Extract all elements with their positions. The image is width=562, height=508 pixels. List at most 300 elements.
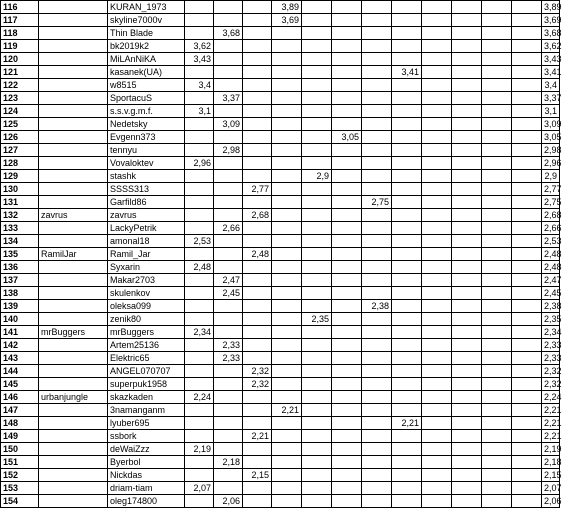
score-cell xyxy=(512,27,542,40)
table-row xyxy=(1,157,560,170)
team-cell xyxy=(39,131,108,144)
team-cell xyxy=(39,274,108,287)
score-cell xyxy=(422,378,452,391)
score-cell xyxy=(362,170,392,183)
score-cell xyxy=(482,365,512,378)
score-cell xyxy=(392,495,422,508)
team-cell xyxy=(39,404,108,417)
rank-cell: 143 xyxy=(1,352,39,365)
score-cell xyxy=(214,300,243,313)
score-cell xyxy=(302,248,332,261)
score-cell xyxy=(332,313,362,326)
score-cell xyxy=(185,469,214,482)
score-cell xyxy=(302,14,332,27)
score-cell xyxy=(452,430,482,443)
rank-cell: 117 xyxy=(1,14,39,27)
rank-cell: 154 xyxy=(1,495,39,508)
score-cell xyxy=(422,222,452,235)
score-cell xyxy=(332,144,362,157)
score-cell xyxy=(392,313,422,326)
rank-cell: 148 xyxy=(1,417,39,430)
score-cell xyxy=(512,430,542,443)
score-cell xyxy=(302,352,332,365)
score-cell xyxy=(214,378,243,391)
score-cell xyxy=(392,300,422,313)
score-cell xyxy=(392,456,422,469)
table-row xyxy=(1,430,560,443)
rank-cell: 139 xyxy=(1,300,39,313)
score-cell xyxy=(392,144,422,157)
score-cell xyxy=(332,105,362,118)
table-row xyxy=(1,391,560,404)
team-cell xyxy=(39,235,108,248)
player-name-cell: skulenkov xyxy=(108,287,185,300)
score-cell: 2,18 xyxy=(214,456,243,469)
score-cell xyxy=(362,131,392,144)
score-cell xyxy=(512,274,542,287)
score-cell xyxy=(362,313,392,326)
score-cell xyxy=(185,209,214,222)
rank-cell: 140 xyxy=(1,313,39,326)
table-row xyxy=(1,404,560,417)
table-row xyxy=(1,196,560,209)
score-cell xyxy=(214,40,243,53)
score-cell xyxy=(482,157,512,170)
player-name-cell: Artem25136 xyxy=(108,339,185,352)
score-cell xyxy=(302,79,332,92)
player-name-cell: LackyPetrik xyxy=(108,222,185,235)
score-cell xyxy=(302,456,332,469)
score-cell xyxy=(422,183,452,196)
score-cell xyxy=(272,118,302,131)
score-cell xyxy=(214,183,243,196)
rank-cell: 132 xyxy=(1,209,39,222)
score-cell: 2,77 xyxy=(243,183,272,196)
score-cell xyxy=(185,118,214,131)
score-cell xyxy=(332,469,362,482)
score-cell xyxy=(452,352,482,365)
score-cell xyxy=(362,14,392,27)
score-cell xyxy=(392,339,422,352)
score-cell xyxy=(512,469,542,482)
score-cell xyxy=(482,183,512,196)
score-cell: 3,69 xyxy=(272,14,302,27)
table-row xyxy=(1,14,560,27)
score-cell xyxy=(422,248,452,261)
score-cell xyxy=(422,404,452,417)
total-cell: 2,18 xyxy=(542,456,560,469)
score-cell xyxy=(512,313,542,326)
player-name-cell: oleg174800 xyxy=(108,495,185,508)
total-cell: 3,68 xyxy=(542,27,560,40)
total-cell: 2,68 xyxy=(542,209,560,222)
score-cell xyxy=(362,287,392,300)
score-cell xyxy=(452,40,482,53)
score-cell xyxy=(512,53,542,66)
score-cell xyxy=(302,131,332,144)
score-cell xyxy=(452,196,482,209)
score-cell xyxy=(185,274,214,287)
score-cell xyxy=(272,235,302,248)
total-cell: 2,53 xyxy=(542,235,560,248)
table-row xyxy=(1,456,560,469)
score-cell xyxy=(302,482,332,495)
score-cell xyxy=(512,40,542,53)
team-cell xyxy=(39,339,108,352)
score-cell xyxy=(332,27,362,40)
team-cell xyxy=(39,157,108,170)
score-cell xyxy=(214,170,243,183)
score-cell xyxy=(302,274,332,287)
score-cell: 2,9 xyxy=(302,170,332,183)
rank-cell: 125 xyxy=(1,118,39,131)
total-cell: 2,66 xyxy=(542,222,560,235)
table-row xyxy=(1,300,560,313)
score-cell xyxy=(302,287,332,300)
rank-cell: 147 xyxy=(1,404,39,417)
total-cell: 3,43 xyxy=(542,53,560,66)
score-cell: 2,21 xyxy=(392,417,422,430)
team-cell xyxy=(39,430,108,443)
score-cell: 2,15 xyxy=(243,469,272,482)
score-cell xyxy=(185,378,214,391)
score-cell: 2,75 xyxy=(362,196,392,209)
table-row xyxy=(1,66,560,79)
player-name-cell: amonal18 xyxy=(108,235,185,248)
score-cell xyxy=(422,14,452,27)
table-row xyxy=(1,79,560,92)
score-cell xyxy=(452,1,482,14)
score-cell xyxy=(272,157,302,170)
score-cell xyxy=(362,53,392,66)
rank-cell: 124 xyxy=(1,105,39,118)
team-cell xyxy=(39,300,108,313)
score-cell xyxy=(243,105,272,118)
score-cell xyxy=(452,300,482,313)
score-cell xyxy=(512,170,542,183)
score-cell xyxy=(332,300,362,313)
table-row xyxy=(1,222,560,235)
score-cell xyxy=(512,209,542,222)
score-cell xyxy=(243,222,272,235)
score-cell xyxy=(332,196,362,209)
score-cell xyxy=(272,417,302,430)
player-name-cell: KURAN_1973 xyxy=(108,1,185,14)
score-cell xyxy=(272,443,302,456)
player-name-cell: s.s.v.g.m.f. xyxy=(108,105,185,118)
rank-cell: 120 xyxy=(1,53,39,66)
score-cell xyxy=(243,235,272,248)
score-cell xyxy=(243,14,272,27)
score-cell xyxy=(422,274,452,287)
score-cell xyxy=(422,27,452,40)
score-cell xyxy=(243,274,272,287)
score-cell xyxy=(482,300,512,313)
player-name-cell: driam-tiam xyxy=(108,482,185,495)
score-cell xyxy=(512,443,542,456)
table-row xyxy=(1,170,560,183)
score-cell xyxy=(272,391,302,404)
total-cell: 2,9 xyxy=(542,170,560,183)
score-cell xyxy=(272,378,302,391)
team-cell xyxy=(39,170,108,183)
score-cell xyxy=(482,79,512,92)
total-cell: 2,24 xyxy=(542,391,560,404)
score-cell xyxy=(302,365,332,378)
score-cell xyxy=(214,209,243,222)
score-cell xyxy=(362,183,392,196)
score-cell: 2,32 xyxy=(243,365,272,378)
score-cell xyxy=(332,14,362,27)
score-cell xyxy=(214,482,243,495)
score-cell xyxy=(185,144,214,157)
score-cell xyxy=(214,1,243,14)
score-cell xyxy=(362,222,392,235)
table-row xyxy=(1,274,560,287)
score-cell: 2,07 xyxy=(185,482,214,495)
total-cell: 2,33 xyxy=(542,352,560,365)
team-cell xyxy=(39,456,108,469)
score-cell xyxy=(332,352,362,365)
score-cell xyxy=(482,144,512,157)
score-cell xyxy=(302,443,332,456)
score-cell xyxy=(302,417,332,430)
score-cell xyxy=(332,209,362,222)
score-cell xyxy=(332,430,362,443)
score-cell xyxy=(302,209,332,222)
score-cell xyxy=(214,248,243,261)
score-cell xyxy=(332,79,362,92)
player-name-cell: stashk xyxy=(108,170,185,183)
score-cell xyxy=(512,157,542,170)
score-cell: 3,43 xyxy=(185,53,214,66)
score-cell xyxy=(392,391,422,404)
score-cell xyxy=(392,287,422,300)
score-cell xyxy=(272,40,302,53)
score-cell xyxy=(452,469,482,482)
score-cell xyxy=(422,482,452,495)
score-cell xyxy=(243,300,272,313)
team-cell xyxy=(39,222,108,235)
score-cell xyxy=(482,339,512,352)
team-cell: urbanjungle xyxy=(39,391,108,404)
score-cell xyxy=(332,404,362,417)
score-cell xyxy=(452,391,482,404)
player-name-cell: lyuber695 xyxy=(108,417,185,430)
table-row xyxy=(1,92,560,105)
score-cell xyxy=(243,482,272,495)
score-cell xyxy=(214,417,243,430)
score-cell xyxy=(185,287,214,300)
score-cell xyxy=(185,196,214,209)
score-cell xyxy=(272,482,302,495)
score-cell xyxy=(452,79,482,92)
table-row xyxy=(1,40,560,53)
score-cell xyxy=(185,300,214,313)
score-cell xyxy=(422,66,452,79)
score-cell xyxy=(422,430,452,443)
score-cell xyxy=(512,222,542,235)
score-cell xyxy=(482,391,512,404)
score-cell xyxy=(185,183,214,196)
player-name-cell: zavrus xyxy=(108,209,185,222)
score-cell xyxy=(243,1,272,14)
score-cell xyxy=(243,339,272,352)
table-row xyxy=(1,378,560,391)
team-cell xyxy=(39,287,108,300)
score-cell xyxy=(302,27,332,40)
score-cell xyxy=(214,105,243,118)
table-row xyxy=(1,326,560,339)
score-cell xyxy=(332,157,362,170)
score-cell xyxy=(452,157,482,170)
score-cell xyxy=(482,456,512,469)
score-cell xyxy=(185,248,214,261)
player-name-cell: skazkaden xyxy=(108,391,185,404)
score-cell xyxy=(243,170,272,183)
team-cell xyxy=(39,352,108,365)
score-cell xyxy=(302,118,332,131)
total-cell: 2,15 xyxy=(542,469,560,482)
score-cell xyxy=(482,326,512,339)
score-cell xyxy=(482,443,512,456)
score-cell xyxy=(422,339,452,352)
score-cell xyxy=(422,352,452,365)
team-cell xyxy=(39,313,108,326)
team-cell xyxy=(39,469,108,482)
score-cell xyxy=(362,144,392,157)
score-cell xyxy=(422,157,452,170)
score-cell xyxy=(452,66,482,79)
score-cell xyxy=(362,274,392,287)
score-cell xyxy=(272,144,302,157)
table-row xyxy=(1,495,560,508)
score-cell xyxy=(243,313,272,326)
score-cell xyxy=(302,66,332,79)
rank-cell: 144 xyxy=(1,365,39,378)
score-cell xyxy=(185,495,214,508)
score-cell xyxy=(302,430,332,443)
total-cell: 3,41 xyxy=(542,66,560,79)
score-cell xyxy=(392,274,422,287)
score-cell xyxy=(243,196,272,209)
score-cell xyxy=(214,79,243,92)
score-cell xyxy=(512,79,542,92)
score-cell xyxy=(362,248,392,261)
score-cell: 2,96 xyxy=(185,157,214,170)
score-cell xyxy=(392,352,422,365)
score-cell: 2,21 xyxy=(243,430,272,443)
score-cell xyxy=(452,118,482,131)
team-cell xyxy=(39,495,108,508)
total-cell: 2,48 xyxy=(542,261,560,274)
score-cell: 3,68 xyxy=(214,27,243,40)
score-cell xyxy=(392,326,422,339)
score-cell xyxy=(272,53,302,66)
score-cell xyxy=(362,66,392,79)
player-name-cell: ANGEL070707 xyxy=(108,365,185,378)
score-cell xyxy=(422,287,452,300)
score-cell xyxy=(362,209,392,222)
score-cell xyxy=(302,183,332,196)
score-cell xyxy=(332,261,362,274)
team-cell xyxy=(39,92,108,105)
score-cell xyxy=(512,378,542,391)
score-cell xyxy=(272,365,302,378)
score-cell xyxy=(243,53,272,66)
score-cell xyxy=(362,495,392,508)
score-cell xyxy=(452,365,482,378)
score-cell xyxy=(302,92,332,105)
score-cell xyxy=(185,313,214,326)
score-cell xyxy=(482,248,512,261)
score-cell xyxy=(482,131,512,144)
player-name-cell: Nickdas xyxy=(108,469,185,482)
score-cell: 2,32 xyxy=(243,378,272,391)
score-cell xyxy=(512,287,542,300)
score-cell xyxy=(422,495,452,508)
score-cell xyxy=(392,14,422,27)
team-cell xyxy=(39,261,108,274)
score-cell xyxy=(452,53,482,66)
rank-cell: 127 xyxy=(1,144,39,157)
score-cell xyxy=(302,235,332,248)
score-cell xyxy=(512,261,542,274)
score-cell xyxy=(482,92,512,105)
score-cell: 3,09 xyxy=(214,118,243,131)
total-cell: 3,62 xyxy=(542,40,560,53)
total-cell: 2,21 xyxy=(542,404,560,417)
rank-cell: 118 xyxy=(1,27,39,40)
score-cell xyxy=(512,144,542,157)
score-cell xyxy=(362,40,392,53)
score-cell xyxy=(332,118,362,131)
total-cell: 3,09 xyxy=(542,118,560,131)
score-cell xyxy=(302,261,332,274)
total-cell: 2,07 xyxy=(542,482,560,495)
score-cell xyxy=(392,482,422,495)
table-row xyxy=(1,482,560,495)
score-cell xyxy=(392,196,422,209)
score-cell xyxy=(243,118,272,131)
score-cell: 3,1 xyxy=(185,105,214,118)
score-cell xyxy=(392,131,422,144)
score-cell xyxy=(512,196,542,209)
score-cell xyxy=(272,209,302,222)
score-cell xyxy=(243,79,272,92)
player-name-cell: MiLAnNiKA xyxy=(108,53,185,66)
score-cell xyxy=(482,118,512,131)
table-row xyxy=(1,1,560,14)
team-cell xyxy=(39,443,108,456)
score-cell xyxy=(452,287,482,300)
score-cell xyxy=(452,456,482,469)
score-cell xyxy=(422,391,452,404)
total-cell: 3,89 xyxy=(542,1,560,14)
score-cell xyxy=(362,157,392,170)
score-cell xyxy=(272,105,302,118)
score-cell xyxy=(452,170,482,183)
rank-cell: 135 xyxy=(1,248,39,261)
score-cell xyxy=(452,131,482,144)
score-cell xyxy=(392,40,422,53)
score-cell: 2,21 xyxy=(272,404,302,417)
score-cell xyxy=(392,92,422,105)
score-cell xyxy=(452,14,482,27)
total-cell: 3,05 xyxy=(542,131,560,144)
rank-cell: 121 xyxy=(1,66,39,79)
score-cell xyxy=(422,300,452,313)
